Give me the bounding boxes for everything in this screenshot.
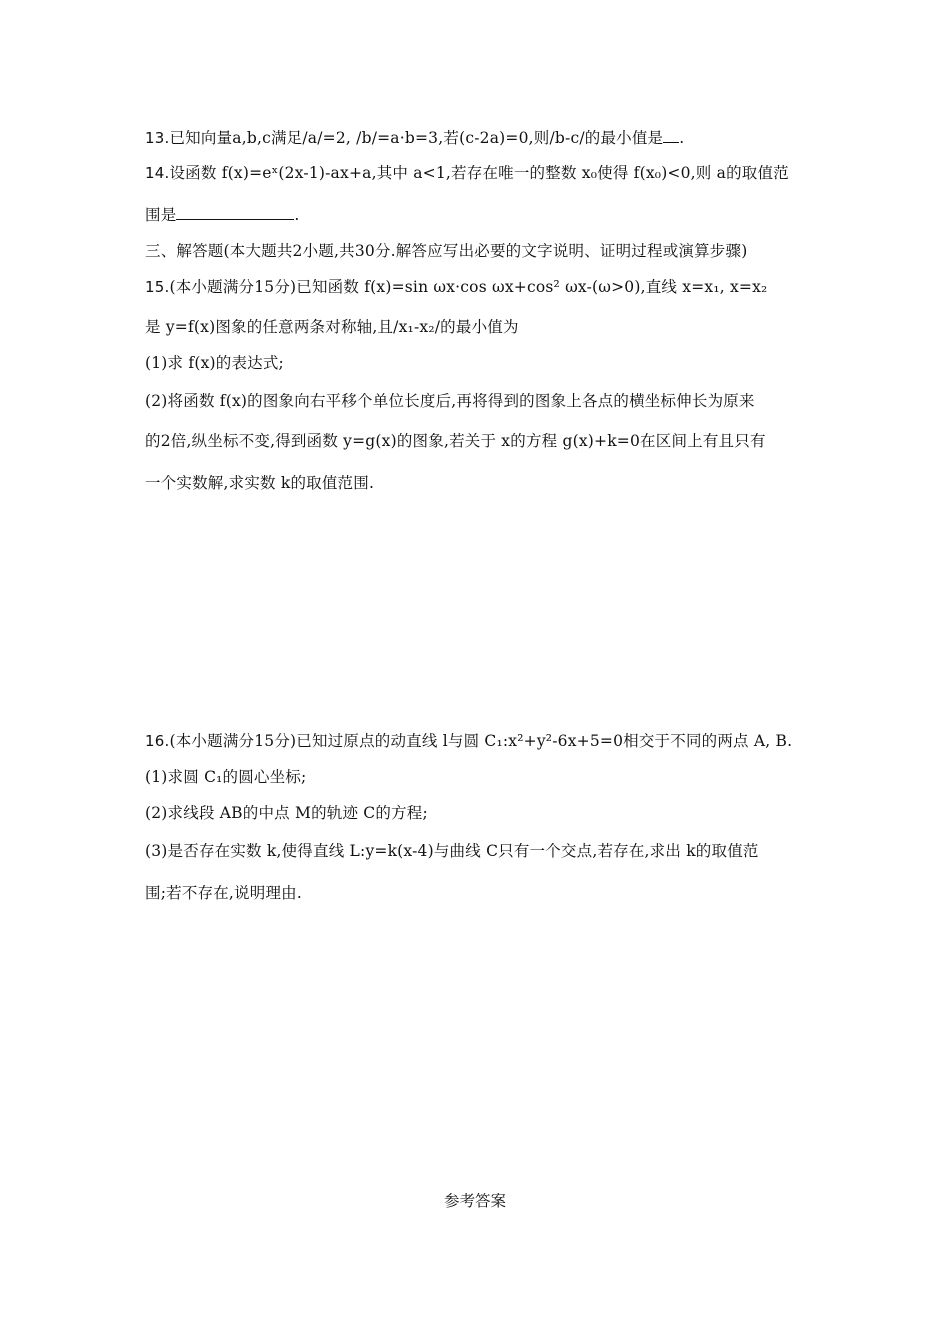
question-13 — [145, 127, 815, 149]
question-14-text: 设函数 f(x)=eˣ(2x-1)-ax+a,其中 a<1,若存在唯一的整数 x₀使得 f(x₀)<0,则 a的取值范 — [169, 164, 789, 182]
question-13-number: 13. — [145, 129, 170, 147]
question-15-number: 15. — [145, 278, 170, 296]
question-14-line2-start: 围是 — [145, 206, 177, 224]
question-16-number: 16. — [145, 732, 170, 750]
answers-title: 参考答案 — [443, 1192, 506, 1210]
question-15-part2-line2: 的2倍,纵坐标不变,得到函数 y=g(x)的图象,若关于 x的方程 g(x)+k=0在区间上有且只有 — [145, 432, 766, 450]
question-13-text: 已知向量a,b,c满足/a/=2, /b/=a·b=3,若(c-2a)=0,则/b-c/的最小值是 — [169, 129, 664, 147]
question-16-part3-line2: 围;若不存在,说明理由. — [145, 884, 302, 902]
question-15-part2-line3: 一个实数解,求实数 k的取值范围. — [145, 474, 375, 492]
question-16-line1 — [145, 730, 815, 752]
question-14-line2 — [145, 204, 815, 226]
question-14-line2-end: . — [294, 206, 300, 224]
question-13-end: . — [679, 129, 685, 147]
question-16-part2: (2)求线段 AB的中点 M的轨迹 C的方程; — [145, 804, 428, 822]
section-3-heading: 三、解答题(本大题共2小题,共30分.解答应写出必要的文字说明、证明过程或演算步骤) — [145, 242, 748, 260]
question-13-answer-blank[interactable] — [663, 127, 679, 143]
question-15-line2: 是 y=f(x)图象的任意两条对称轴,且/x₁-x₂/的最小值为 — [145, 318, 519, 336]
question-14-answer-blank[interactable] — [176, 204, 294, 220]
question-16-text: (本小题满分15分)已知过原点的动直线 l与圆 C₁:x²+y²-6x+5=0相交于不同的两点 A, B. — [169, 732, 793, 750]
question-15-part2-line1: (2)将函数 f(x)的图象向右平移个单位长度后,再将得到的图象上各点的横坐标伸长为原来 — [145, 392, 755, 410]
question-14-line1 — [145, 162, 815, 184]
question-15-part1: (1)求 f(x)的表达式; — [145, 354, 284, 372]
question-15-text: (本小题满分15分)已知函数 f(x)=sin ωx·cos ωx+cos² ωx-(ω>0),直线 x=x₁, x=x₂ — [169, 278, 768, 296]
question-14-number: 14. — [145, 164, 170, 182]
question-16-part1: (1)求圆 C₁的圆心坐标; — [145, 768, 307, 786]
question-15-line1 — [145, 276, 815, 298]
question-16-part3-line1: (3)是否存在实数 k,使得直线 L:y=k(x-4)与曲线 C只有一个交点,若存在,求出 k的取值范 — [145, 842, 759, 860]
